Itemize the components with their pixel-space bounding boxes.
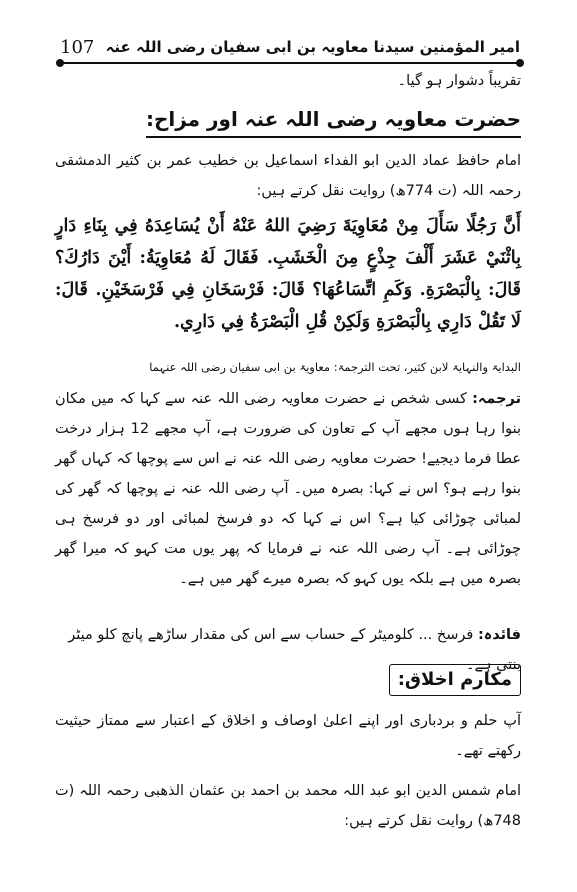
heading-humor: حضرت معاویہ رضی اللہ عنہ اور مزاح: [146, 104, 521, 138]
running-header-title: امیر المؤمنین سیدنا معاویہ بن ابی سفیان رضی اللہ عنہ [105, 38, 520, 56]
translation-label: ترجمہ: [472, 391, 522, 407]
intro-paragraph-2: امام شمس الدین ابو عبد اللہ محمد بن احمد بن عثمان الذھبی رحمہ اللہ (ت 748ھ) روایت نقل کرتے ہیں: [55, 783, 521, 829]
intro-paragraph-1: امام حافظ عماد الدین ابو الفداء اسماعیل بن خطیب عمر بن کثیر الدمشقی رحمہ اللہ (ت 774ھ) روایت نقل کرتے ہیں: [55, 153, 521, 199]
section-heading-morals [55, 664, 521, 696]
header-rule [60, 62, 520, 64]
translation-text: کسی شخص نے حضرت معاویہ رضی اللہ عنہ سے کہا کہ میں مکان بنوا رہا ہوں مجھے آپ کے تعاون کی ضرورت ہے، آپ مجھے 12 ہزار درخت عطا فرما دیجیے! حضرت معاویہ رضی اللہ عنہ نے اس سے پوچھا کہ کہاں گھر بنوا رہے ہو؟ اس نے کہا: بصرہ میں۔ آپ رضی اللہ عنہ نے پوچھا کہ گھر کی لمبائی چوڑائی کیا ہے؟ اس نے کہا کہ دو فرسخ لمبائی اور دو فرسخ ہی چوڑائی ہے۔ آپ رضی اللہ عنہ نے فرمایا کہ پھر یوں مت کہو کہ میرا گھر بصرہ میں ہے بلکہ یوں کہو کہ بصرہ میرے گھر میں ہے۔ [55, 391, 522, 587]
source-reference: البدایۃ والنہایۃ لابن کثیر، تحت الترجمۃ: معاویۃ بن ابی سفیان رضی اللہ عنہما [149, 360, 521, 374]
arabic-narration: أَنَّ رَجُلًا سَأَلَ مِنْ مُعَاوِيَةَ رَضِيَ اللهُ عَنْهُ أَنْ يُسَاعِدَهُ فِي بِنَاءِ دَارٍ بِاثْنَيْ عَشَرَ أَلْفَ جِذْعٍ مِنَ الْخَشَبِ. فَقَالَ لَهُ مُعَاوِيَةُ: أَيْنَ دَارُكَ؟ قَالَ: بِالْبَصْرَةِ. وَكَمِ اتِّسَاعُهَا؟ قَالَ: فَرْسَخَانِ فِي فَرْسَخَيْنِ. قَالَ: لَا تَقُلْ دَارِي بِالْبَصْرَةِ وَلَكِنْ قُلِ الْبَصْرَةُ فِي دَارِي. [55, 216, 521, 332]
morals-paragraph: آپ حلم و بردباری اور اپنے اعلیٰ اوصاف و اخلاق کے اعتبار سے ممتاز حیثیت رکھتے تھے۔ [55, 713, 521, 759]
running-header [60, 34, 520, 60]
section-heading-humor [55, 104, 521, 138]
heading-morals: مکارم اخلاق: [389, 664, 521, 696]
continuation-line: تقریباً دشوار ہو گیا۔ [397, 73, 521, 89]
translation-paragraph [55, 384, 521, 594]
benefit-text: فرسخ ... کلومیٹر کے حساب سے اس کی مقدار ساڑھے پانچ کلو میٹر بنتی ہے۔ [68, 627, 521, 673]
page-number: 107 [60, 36, 95, 58]
benefit-label: فائدہ: [477, 627, 521, 643]
